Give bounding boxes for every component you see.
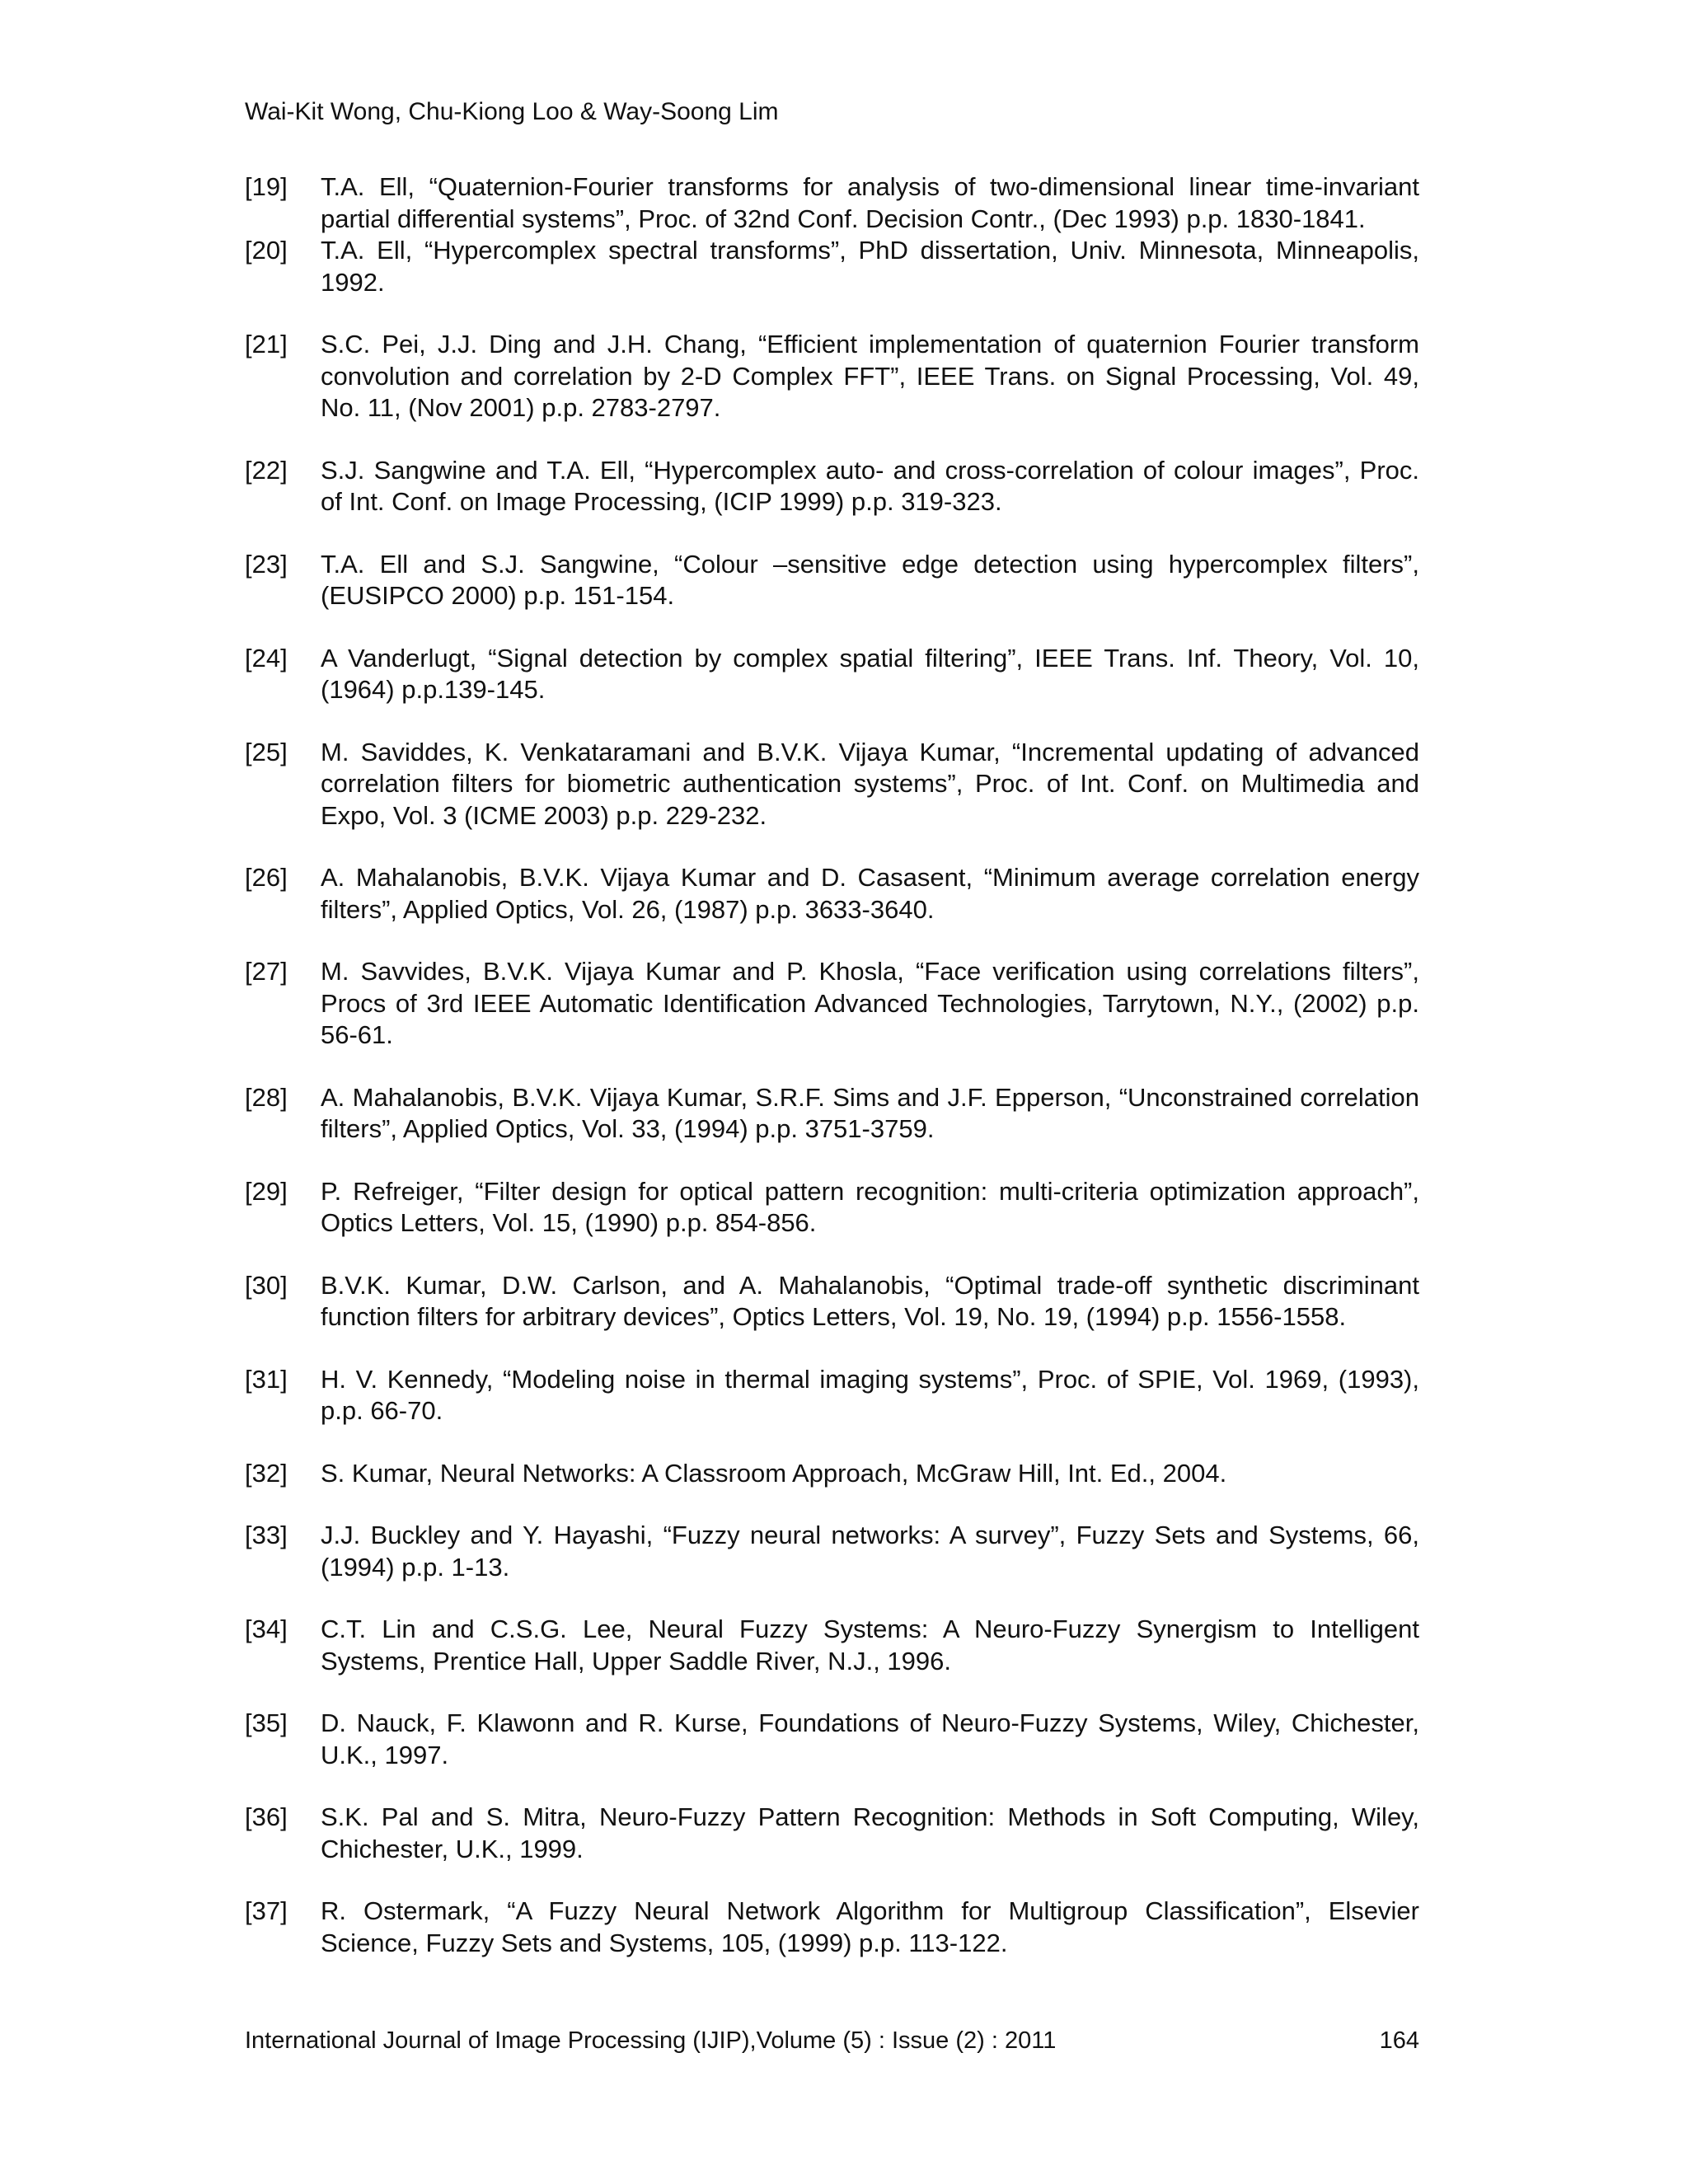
- reference-number: [23]: [245, 549, 288, 579]
- reference-number: [29]: [245, 1176, 288, 1206]
- reference-text: C.T. Lin and C.S.G. Lee, Neural Fuzzy Systems: A Neuro-Fuzzy Synergism to Intelligent Systems, Prentice Hall, Upper Saddle River, N.J., 1996.: [321, 1615, 1419, 1675]
- reference-text: A. Mahalanobis, B.V.K. Vijaya Kumar, S.R.F. Sims and J.F. Epperson, “Unconstrained correlation filters”, Applied Optics, Vol. 33, (1994) p.p. 3751-3759.: [321, 1082, 1419, 1143]
- reference-text: T.A. Ell and S.J. Sangwine, “Colour –sensitive edge detection using hypercomplex filters”, (EUSIPCO 2000) p.p. 151-154.: [321, 549, 1419, 610]
- reference-item: [245, 549, 1419, 612]
- reference-item: [245, 235, 1419, 298]
- reference-text: T.A. Ell, “Quaternion-Fourier transforms for analysis of two-dimensional linear time-invariant partial differential systems”, Proc. of 32nd Conf. Decision Contr., (Dec 1993) p.p. 1830-1841.: [321, 172, 1419, 233]
- reference-number: [24]: [245, 643, 288, 673]
- reference-item: [245, 737, 1419, 832]
- reference-number: [36]: [245, 1802, 288, 1831]
- reference-text: S.J. Sangwine and T.A. Ell, “Hypercomplex auto- and cross-correlation of colour images”, Proc. of Int. Conf. on Image Processing, (ICIP 1999) p.p. 319-323.: [321, 455, 1419, 516]
- reference-text: R. Ostermark, “A Fuzzy Neural Network Algorithm for Multigroup Classification”, Elsevier Science, Fuzzy Sets and Systems, 105, (1999) p.p. 113-122.: [321, 1896, 1419, 1957]
- reference-number: [30]: [245, 1270, 288, 1300]
- reference-text: T.A. Ell, “Hypercomplex spectral transforms”, PhD dissertation, Univ. Minnesota, Minneapolis, 1992.: [321, 236, 1419, 297]
- reference-item: [245, 956, 1419, 1052]
- reference-text: A Vanderlugt, “Signal detection by complex spatial filtering”, IEEE Trans. Inf. Theory, Vol. 10, (1964) p.p.139-145.: [321, 643, 1419, 704]
- reference-number: [31]: [245, 1364, 288, 1394]
- reference-item: [245, 1802, 1419, 1865]
- reference-item: [245, 171, 1419, 235]
- reference-item: [245, 1708, 1419, 1771]
- reference-text: H. V. Kennedy, “Modeling noise in thermal imaging systems”, Proc. of SPIE, Vol. 1969, (1993), p.p. 66-70.: [321, 1364, 1419, 1425]
- reference-text: M. Saviddes, K. Venkataramani and B.V.K. Vijaya Kumar, “Incremental updating of advanced correlation filters for biometric authentication systems”, Proc. of Int. Conf. on Multimedia and Expo, Vol. 3 (ICME 2003) p.p. 229-232.: [321, 737, 1419, 830]
- reference-text: J.J. Buckley and Y. Hayashi, “Fuzzy neural networks: A survey”, Fuzzy Sets and Systems, 66, (1994) p.p. 1-13.: [321, 1521, 1419, 1582]
- reference-number: [25]: [245, 737, 288, 766]
- reference-text: A. Mahalanobis, B.V.K. Vijaya Kumar and D. Casasent, “Minimum average correlation energy filters”, Applied Optics, Vol. 26, (1987) p.p. 3633-3640.: [321, 863, 1419, 924]
- page-number: 164: [1379, 2027, 1419, 2054]
- reference-item: [245, 1364, 1419, 1427]
- reference-text: M. Savvides, B.V.K. Vijaya Kumar and P. Khosla, “Face verification using correlations filters”, Procs of 3rd IEEE Automatic Identification Advanced Technologies, Tarrytown, N.Y., (2002) p.p. 56-61.: [321, 957, 1419, 1049]
- reference-item: [245, 1614, 1419, 1677]
- reference-item: [245, 1082, 1419, 1146]
- reference-item: [245, 455, 1419, 518]
- reference-item: [245, 643, 1419, 706]
- reference-text: S.C. Pei, J.J. Ding and J.H. Chang, “Efficient implementation of quaternion Fourier transform convolution and correlation by 2-D Complex FFT”, IEEE Trans. on Signal Processing, Vol. 49, No. 11, (Nov 2001) p.p. 2783-2797.: [321, 330, 1419, 422]
- reference-text: D. Nauck, F. Klawonn and R. Kurse, Foundations of Neuro-Fuzzy Systems, Wiley, Chichester, U.K., 1997.: [321, 1708, 1419, 1769]
- reference-number: [33]: [245, 1521, 288, 1549]
- reference-number: [22]: [245, 455, 288, 485]
- reference-number: [37]: [245, 1896, 288, 1925]
- reference-number: [35]: [245, 1708, 288, 1737]
- reference-text: P. Refreiger, “Filter design for optical pattern recognition: multi-criteria optimization approach”, Optics Letters, Vol. 15, (1990) p.p. 854-856.: [321, 1176, 1419, 1237]
- reference-number: [20]: [245, 236, 288, 265]
- reference-number: [26]: [245, 863, 288, 892]
- reference-number: [21]: [245, 330, 288, 359]
- reference-number: [28]: [245, 1082, 288, 1112]
- footer-journal-citation: International Journal of Image Processing (IJIP),Volume (5) : Issue (2) : 2011: [245, 2027, 1057, 2054]
- reference-text: B.V.K. Kumar, D.W. Carlson, and A. Mahalanobis, “Optimal trade-off synthetic discriminant function filters for arbitrary devices”, Optics Letters, Vol. 19, No. 19, (1994) p.p. 1556-1558.: [321, 1270, 1419, 1331]
- reference-text: S. Kumar, Neural Networks: A Classroom Approach, McGraw Hill, Int. Ed., 2004.: [321, 1458, 1227, 1488]
- reference-item: [245, 1896, 1419, 1959]
- reference-item: [245, 1176, 1419, 1240]
- reference-number: [32]: [245, 1458, 288, 1488]
- running-head-authors: Wai-Kit Wong, Chu-Kiong Loo & Way-Soong Lim: [245, 98, 779, 125]
- reference-item: [245, 1458, 1419, 1490]
- reference-number: [19]: [245, 172, 288, 201]
- reference-list: [245, 171, 1419, 1959]
- reference-number: [27]: [245, 957, 288, 986]
- reference-text: S.K. Pal and S. Mitra, Neuro-Fuzzy Pattern Recognition: Methods in Soft Computing, Wiley, Chichester, U.K., 1999.: [321, 1802, 1419, 1863]
- reference-item: [245, 862, 1419, 926]
- reference-item: [245, 329, 1419, 424]
- reference-number: [34]: [245, 1615, 288, 1643]
- reference-item: [245, 1520, 1419, 1583]
- reference-item: [245, 1270, 1419, 1333]
